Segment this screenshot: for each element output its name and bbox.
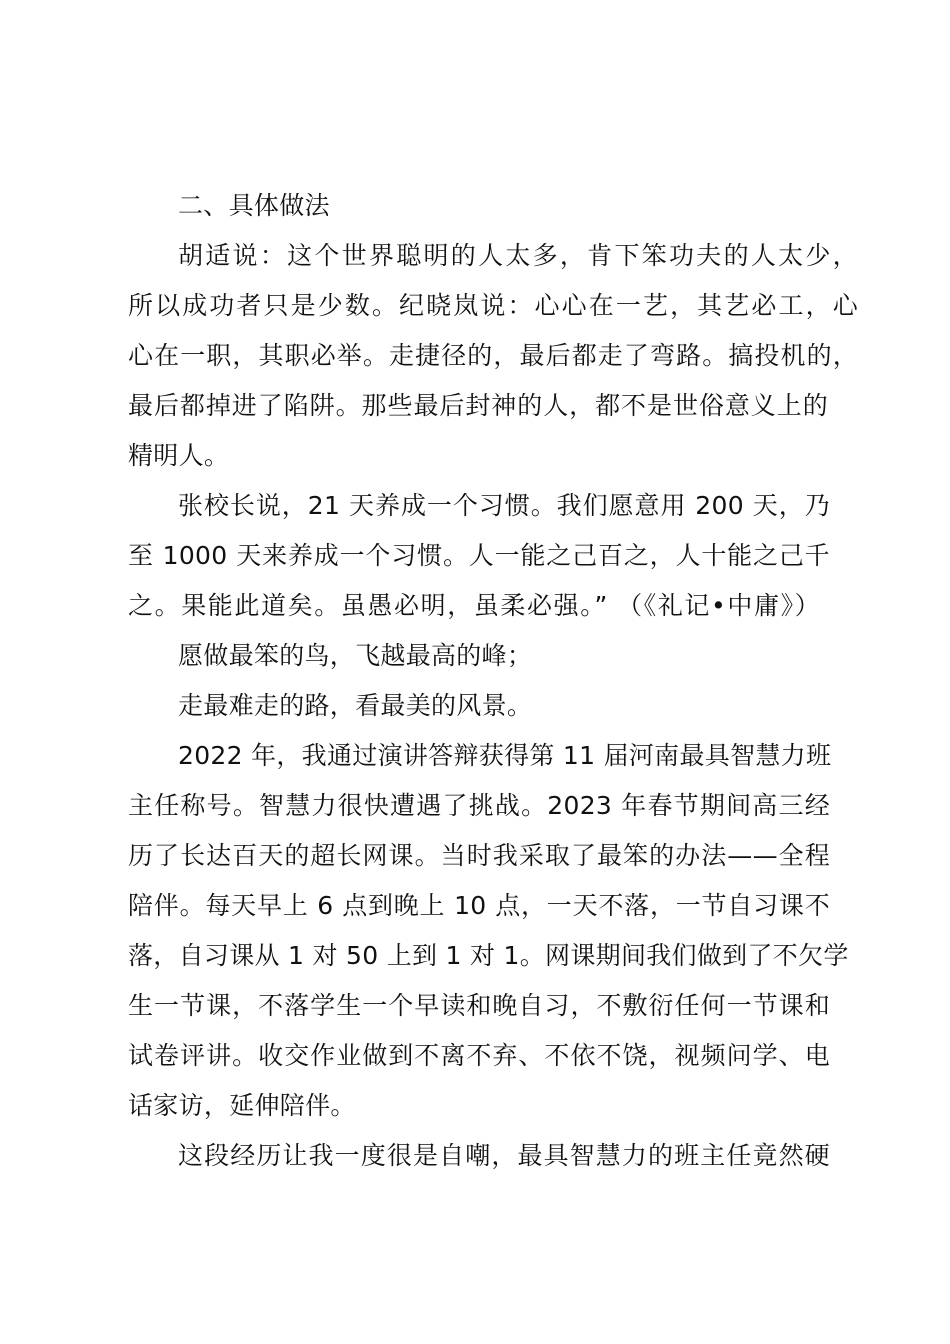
paragraph-line: 2022 年，我通过演讲答辩获得第 11 届河南最具智慧力班 xyxy=(178,741,832,770)
paragraph-line: 至 1000 天来养成一个习惯。人一能之己百之，人十能之己千 xyxy=(128,541,830,570)
paragraph-line: 精明人。 xyxy=(128,441,230,470)
section-heading: 二、具体做法 xyxy=(178,191,330,220)
paragraph-line: 这段经历让我一度很是自嘲，最具智慧力的班主任竟然硬 xyxy=(178,1141,830,1170)
paragraph-line: 试卷评讲。收交作业做到不离不弃、不依不饶，视频问学、电 xyxy=(128,1041,830,1070)
paragraph-line: 走最难走的路，看最美的风景。 xyxy=(178,691,533,720)
paragraph-line: 所以成功者只是少数。纪晓岚说：心心在一艺，其艺必工，心 xyxy=(128,291,858,320)
paragraph-line: 心在一职，其职必举。走捷径的，最后都走了弯路。搞投机的， xyxy=(128,341,858,370)
paragraph-line: 落，自习课从 1 对 50 上到 1 对 1。网课期间我们做到了不欠学 xyxy=(128,941,849,970)
paragraph-line: 话家访，延伸陪伴。 xyxy=(128,1091,356,1120)
paragraph-line: 胡适说：这个世界聪明的人太多，肯下笨功夫的人太少， xyxy=(178,241,858,270)
paragraph-line: 历了长达百天的超长网课。当时我采取了最笨的办法——全程 xyxy=(128,841,830,870)
paragraph-line: 张校长说，21 天养成一个习惯。我们愿意用 200 天，乃 xyxy=(178,491,830,520)
paragraph-line: 主任称号。智慧力很快遭遇了挑战。2023 年春节期间高三经 xyxy=(128,791,830,820)
paragraph-line: 陪伴。每天早上 6 点到晚上 10 点，一天不落，一节自习课不 xyxy=(128,891,830,920)
paragraph-line: 最后都掉进了陷阱。那些最后封神的人，都不是世俗意义上的 xyxy=(128,391,828,420)
paragraph-line: 之。果能此道矣。虽愚必明，虽柔必强。” （《礼记•中庸》） xyxy=(128,591,820,620)
paragraph-line: 愿做最笨的鸟，飞越最高的峰； xyxy=(178,641,533,670)
paragraph-line: 生一节课，不落学生一个早读和晚自习，不敷衍任何一节课和 xyxy=(128,991,830,1020)
